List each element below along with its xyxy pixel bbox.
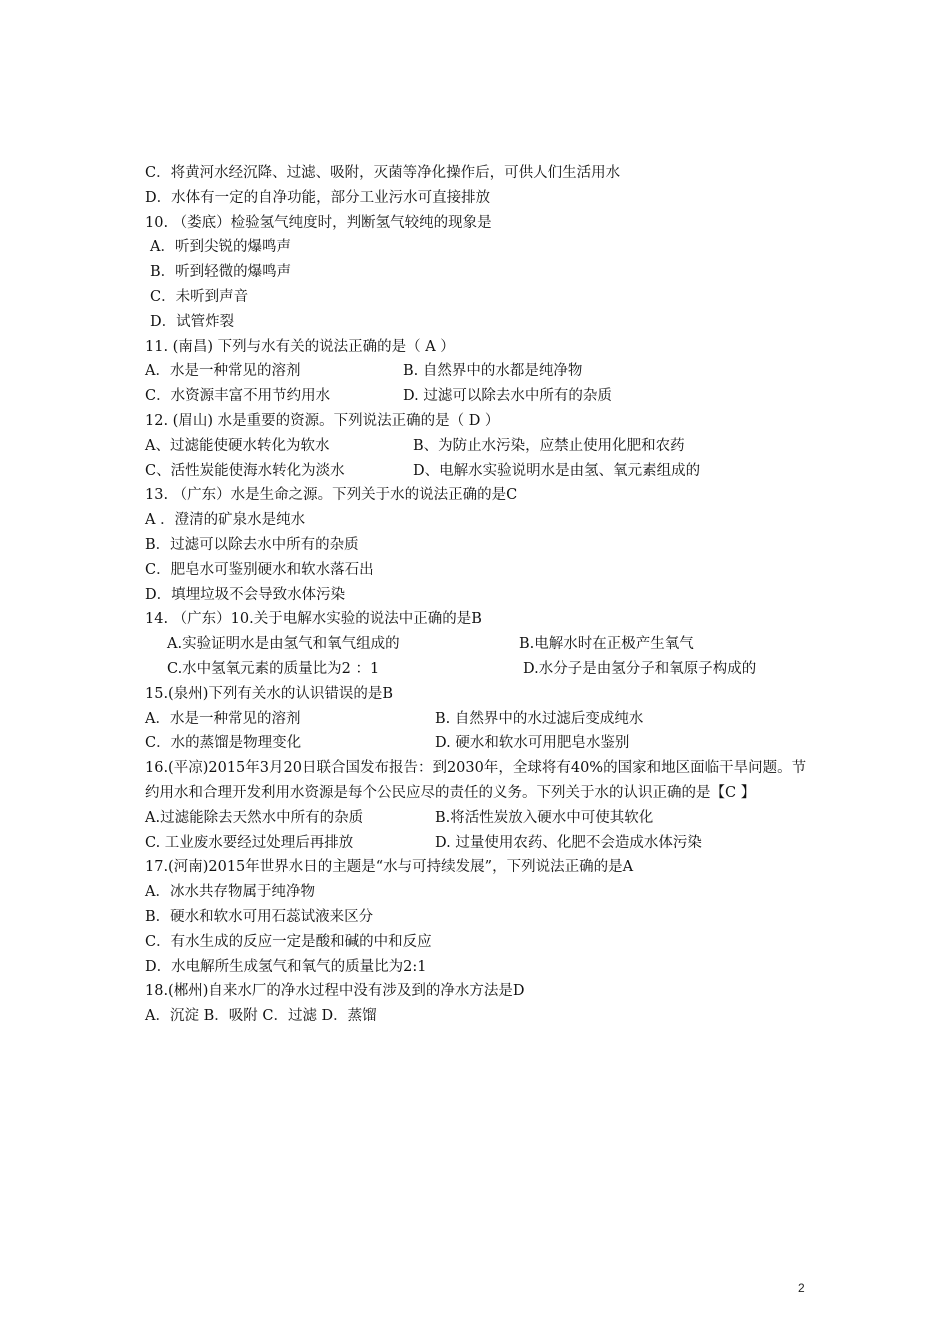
option-row xyxy=(145,707,825,732)
option-c: C．水资源丰富不用节约用水 xyxy=(145,388,331,405)
option-line: A ．澄清的矿泉水是纯水 xyxy=(145,512,306,529)
question-14: 14. （广东）10.关于电解水实验的说法中正确的是B xyxy=(145,611,482,628)
option-line: A．沉淀 B．吸附 C．过滤 D．蒸馏 xyxy=(145,1008,377,1025)
option-row xyxy=(145,359,825,384)
option-a: A、过滤能使硬水转化为软水 xyxy=(145,437,330,454)
option-line: C．未听到声音 xyxy=(150,288,249,305)
question-17: 17.(河南)2015年世界水日的主题是“水与可持续发展”，下列说法正确的是A xyxy=(145,859,634,876)
option-row xyxy=(145,459,825,484)
option-d: D、电解水实验说明水是由氢、氧元素组成的 xyxy=(413,462,701,479)
question-12: 12. (眉山) 水是重要的资源。下列说法正确的是（ D ） xyxy=(145,412,500,429)
option-line: A．听到尖锐的爆鸣声 xyxy=(150,239,291,256)
question-15: 15.(泉州)下列有关水的认识错误的是B xyxy=(145,685,394,702)
option-line: D．试管炸裂 xyxy=(150,313,235,330)
option-line: C．有水生成的反应一定是酸和碱的中和反应 xyxy=(145,933,432,950)
option-b: B.电解水时在正极产生氧气 xyxy=(519,636,694,653)
option-row xyxy=(145,731,825,756)
option-line: C．肥皂水可鉴别硬水和软水落石出 xyxy=(145,561,374,578)
option-d: D. 过量使用农药、化肥不会造成水体污染 xyxy=(435,834,702,851)
option-line: B．硬水和软水可用石蕊试液来区分 xyxy=(145,908,374,925)
option-a: A．水是一种常见的溶剂 xyxy=(145,710,301,727)
question-18: 18.(郴州)自来水厂的净水过程中没有涉及到的净水方法是D xyxy=(145,983,525,1000)
option-line: C．将黄河水经沉降、过滤、吸附，灭菌等净化操作后，可供人们生活用水 xyxy=(145,165,621,181)
question-13: 13. （广东）水是生命之源。下列关于水的说法正确的是C xyxy=(145,487,518,504)
option-row xyxy=(145,831,825,856)
option-c: C. 工业废水要经过处理后再排放 xyxy=(145,834,354,851)
option-a: A.实验证明水是由氢气和氧气组成的 xyxy=(167,636,400,653)
option-b: B.将活性炭放入硬水中可使其软化 xyxy=(435,809,654,826)
option-row xyxy=(145,384,825,409)
question-10: 10. （娄底）检验氢气纯度时，判断氢气较纯的现象是 xyxy=(145,214,492,231)
question-11: 11. (南昌) 下列与水有关的说法正确的是（ A ） xyxy=(145,338,455,355)
option-a: A．水是一种常见的溶剂 xyxy=(145,363,301,380)
option-line: B．听到轻微的爆鸣声 xyxy=(150,264,292,281)
page-number: 2 xyxy=(798,1281,805,1295)
option-c: C．水的蒸馏是物理变化 xyxy=(145,735,302,752)
option-row xyxy=(145,632,825,657)
option-line: D．水体有一定的自净功能，部分工业污水可直接排放 xyxy=(145,189,491,206)
option-b: B. 自然界中的水过滤后变成纯水 xyxy=(435,710,644,727)
question-list xyxy=(145,161,825,1029)
option-b: B、为防止水污染，应禁止使用化肥和农药 xyxy=(413,437,685,454)
option-row xyxy=(145,806,825,831)
option-a: A.过滤能除去天然水中所有的杂质 xyxy=(145,809,364,826)
option-c: C、活性炭能使海水转化为淡水 xyxy=(145,462,345,479)
option-line: D．填埋垃圾不会导致水体污染 xyxy=(145,586,346,603)
option-d: D. 硬水和软水可用肥皂水鉴别 xyxy=(435,735,630,752)
option-line: B．过滤可以除去水中所有的杂质 xyxy=(145,536,359,553)
option-row xyxy=(145,657,825,682)
option-line: A．冰水共存物属于纯净物 xyxy=(145,884,315,901)
option-d: D.水分子是由氢分子和氧原子构成的 xyxy=(523,660,757,677)
option-line: D．水电解所生成氢气和氧气的质量比为2:1 xyxy=(145,958,427,975)
option-b: B. 自然界中的水都是纯净物 xyxy=(403,363,583,380)
option-d: D. 过滤可以除去水中所有的杂质 xyxy=(403,388,612,405)
option-row xyxy=(145,434,825,459)
option-c: C.水中氢氧元素的质量比为2 ：1 xyxy=(167,660,380,677)
question-16: 16.(平凉)2015年3月20日联合国发布报告：到2030年，全球将有40%的国家和地区面临干旱问题。节约用水和合理开发利用水资源是每个公民应尽的责任的义务。下列关于水的认识正确的是【C 】 xyxy=(145,760,807,801)
